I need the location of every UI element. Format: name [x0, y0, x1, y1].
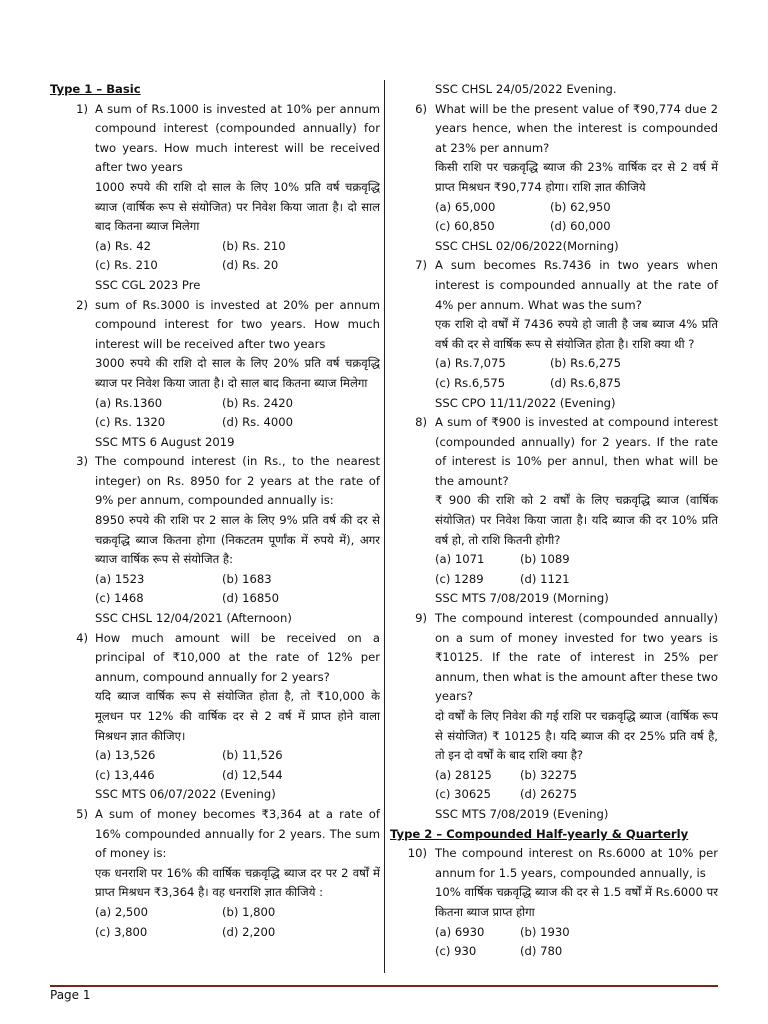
column-divider: [384, 80, 385, 973]
option-a: (a) Rs.1360: [95, 395, 163, 410]
question-text-hi: किसी राशि पर चक्रवृद्धि ब्याज की 23% वार्षिक दर से 2 वर्ष में प्राप्त मिश्रधन ₹90,774 होगा। राशि ज्ञात कीजिये: [435, 160, 718, 194]
question-text-en: A sum of Rs.1000 is invested at 10% per annum compound interest (compounded annually) for two years. How much interest will be received after two years: [95, 101, 380, 175]
option-d: (d) Rs. 4000: [222, 415, 294, 430]
option-c: (c) 1468: [95, 591, 144, 606]
option-a: (a) 28125: [435, 767, 492, 782]
option-a: (a) 2,500: [95, 904, 149, 919]
option-d: (d) Rs. 20: [222, 258, 279, 273]
right-column: [390, 80, 718, 962]
option-b: (b) 1,800: [222, 904, 276, 919]
question-text-en: sum of Rs.3000 is invested at 20% per annum compound interest for two years. How much interest will be received after two years: [95, 297, 380, 351]
exam-source: SSC CGL 2023 Pre: [95, 277, 201, 292]
exam-source: SSC MTS 06/07/2022 (Evening): [95, 787, 276, 802]
options: [95, 237, 380, 276]
section-heading-type2: Type 2 – Compounded Half-yearly & Quarterly: [390, 826, 689, 841]
options: [435, 766, 718, 805]
options: [435, 354, 718, 393]
exam-source: SSC MTS 7/08/2019 (Evening): [435, 806, 609, 821]
option-b: (b) Rs. 2420: [222, 395, 294, 410]
option-b: (b) 62,950: [550, 199, 611, 214]
question-text-en: The compound interest (in Rs., to the nearest integer) on Rs. 8950 for 2 years at the rate of 9% per annum, compounded annually is:: [95, 454, 380, 508]
question-text-en: A sum of ₹900 is invested at compound interest (compounded annually) for 2 years. If the rate of interest is 10% per annul, then what will be the amount?: [435, 415, 718, 488]
exam-source: SSC MTS 7/08/2019 (Morning): [435, 591, 609, 606]
option-d: (d) 780: [520, 944, 563, 959]
option-c: (c) 1289: [435, 571, 484, 586]
question-number: 1): [76, 101, 88, 116]
option-b: (b) 1089: [520, 552, 570, 567]
options: [95, 570, 380, 609]
question-8: [390, 413, 718, 609]
question-number: 5): [76, 806, 88, 821]
option-c: (c) 3,800: [95, 924, 148, 939]
question-text-hi: ₹ 900 की राशि को 2 वर्षों के लिए चक्रवृद्धि ब्याज (वार्षिक संयोजित) पर निवेश किया जाता है। यदि ब्याज की दर 10% प्रति वर्ष हो, तो राशि कितनी होगी?: [435, 493, 718, 547]
option-a: (a) Rs. 42: [95, 238, 152, 253]
section-heading-type1: Type 1 – Basic: [50, 82, 141, 96]
question-number: 7): [415, 258, 427, 273]
exam-source: SSC CHSL 12/04/2021 (Afternoon): [95, 611, 292, 626]
options: [435, 550, 718, 589]
question-text-hi: एक धनराशि पर 16% की वार्षिक चक्रवृद्धि ब्याज दर पर 2 वर्षों में प्राप्त मिश्रधन ₹3,364 है। वह धनराशि ज्ञात कीजिये :: [95, 865, 380, 900]
exam-source: SSC CHSL 24/05/2022 Evening.: [435, 82, 617, 96]
question-text-en: A sum of money becomes ₹3,364 at a rate of 16% compounded annually for 2 years. The sum of money is:: [95, 806, 380, 861]
question-number: 10): [407, 846, 427, 861]
question-4: [50, 629, 380, 805]
question-5: [50, 805, 380, 942]
option-a: (a) 13,526: [95, 748, 156, 763]
question-text-hi: यदि ब्याज वार्षिक रूप से संयोजित होता है, तो ₹10,000 के मूलधन पर 12% की वार्षिक दर से 2 वर्ष में प्राप्त होने वाला मिश्रधन ज्ञात कीजिए।: [95, 689, 380, 743]
option-b: (b) 1930: [520, 924, 570, 939]
question-10: [390, 844, 718, 962]
option-b: (b) 32275: [520, 767, 577, 782]
question-text-en: The compound interest (compounded annually) on a sum of money invested for two years is ₹10125. If the rate of interest in 25% per annum, then what is the amount after these two years?: [435, 611, 718, 704]
option-a: (a) 6930: [435, 924, 485, 939]
option-b: (b) 11,526: [222, 748, 283, 763]
question-3: [50, 452, 380, 628]
question-2: [50, 296, 380, 453]
page-number: Page 1: [50, 988, 91, 1002]
option-a: (a) 65,000: [435, 199, 496, 214]
question-text-hi: एक राशि दो वर्षों में 7436 रुपये हो जाती है जब ब्याज 4% प्रति वर्ष की दर से वार्षिक रूप से संयोजित होता है। राशि क्या थी ?: [435, 317, 718, 351]
options: [435, 198, 718, 237]
question-text-hi: 3000 रुपये की राशि दो साल के लिए 20% प्रति वर्ष चक्रवृद्धि ब्याज पर निवेश किया जाता है। दो साल बाद कितना ब्याज मिलेगा: [95, 356, 380, 390]
option-d: (d) 1121: [520, 571, 570, 586]
options: [95, 394, 380, 433]
option-d: (d) 60,000: [550, 219, 611, 234]
question-text-hi: दो वर्षों के लिए निवेश की गई राशि पर चक्रवृद्धि ब्याज (वार्षिक रूप से संयोजित) ₹ 10125 है। यदि ब्याज की दर 25% प्रति वर्ष है, तो इन दो वर्षों के बाद राशि क्या है?: [435, 709, 718, 763]
question-number: 2): [76, 297, 88, 312]
question-number: 8): [415, 415, 427, 430]
question-6: [390, 100, 718, 257]
exam-source: SSC CPO 11/11/2022 (Evening): [435, 395, 616, 410]
question-text-en: What will be the present value of ₹90,774 due 2 years hence, when the interest is compounded at 23% per annum?: [435, 101, 718, 155]
question-text-hi: 1000 रुपये की राशि दो साल के लिए 10% प्रति वर्ष चक्रवृद्धि ब्याज (वार्षिक रूप से संयोजित) पर निवेश किया जाता है। दो साल बाद कितना ब्याज मिलेगा: [95, 179, 380, 234]
options: [95, 903, 380, 942]
exam-source: SSC CHSL 02/06/2022(Morning): [435, 238, 619, 253]
question-number: 9): [415, 611, 427, 626]
left-column: [50, 80, 380, 942]
option-d: (d) 2,200: [222, 924, 276, 939]
question-text-en: A sum becomes Rs.7436 in two years when interest is compounded annually at the rate of 4% per annum. What was the sum?: [435, 258, 718, 312]
option-b: (b) Rs.6,275: [550, 356, 622, 371]
option-a: (a) 1523: [95, 571, 145, 586]
question-number: 6): [415, 101, 427, 116]
option-c: (c) Rs. 210: [95, 258, 158, 273]
question-text-en: The compound interest on Rs.6000 at 10% per annum for 1.5 years, compounded annually, is: [435, 846, 718, 880]
option-c: (c) Rs.6,575: [435, 375, 506, 390]
option-c: (c) Rs. 1320: [95, 415, 166, 430]
question-1: [50, 100, 380, 296]
question-text-hi: 8950 रुपये की राशि पर 2 साल के लिए 9% प्रति वर्ष की दर से चक्रवृद्धि ब्याज कितना होगा (निकटतम पूर्णांक में रुपये में), अगर ब्याज वार्षिक रूप से संयोजित है:: [95, 513, 380, 567]
question-number: 4): [76, 630, 88, 645]
question-text-hi: 10% वार्षिक चक्रवृद्धि ब्याज की दर से 1.5 वर्षों में Rs.6000 पर कितना ब्याज प्राप्त होगा: [435, 885, 718, 919]
option-b: (b) Rs. 210: [222, 238, 286, 253]
option-c: (c) 30625: [435, 787, 491, 802]
question-text-en: How much amount will be received on a principal of ₹10,000 at the rate of 12% per annum, compound annually for 2 years?: [95, 630, 380, 684]
option-c: (c) 60,850: [435, 219, 495, 234]
question-7: [390, 256, 718, 413]
question-9: [390, 609, 718, 825]
options: [435, 923, 718, 962]
exam-source: SSC MTS 6 August 2019: [95, 434, 235, 449]
option-b: (b) 1683: [222, 571, 272, 586]
option-c: (c) 13,446: [95, 767, 155, 782]
option-a: (a) 1071: [435, 552, 485, 567]
question-number: 3): [76, 454, 88, 469]
footer-rule: [50, 985, 718, 987]
option-d: (d) 12,544: [222, 767, 283, 782]
option-d: (d) 16850: [222, 591, 279, 606]
options: [95, 746, 380, 785]
option-c: (c) 930: [435, 944, 477, 959]
option-d: (d) 26275: [520, 787, 577, 802]
option-d: (d) Rs.6,875: [550, 375, 622, 390]
option-a: (a) Rs.7,075: [435, 356, 506, 371]
